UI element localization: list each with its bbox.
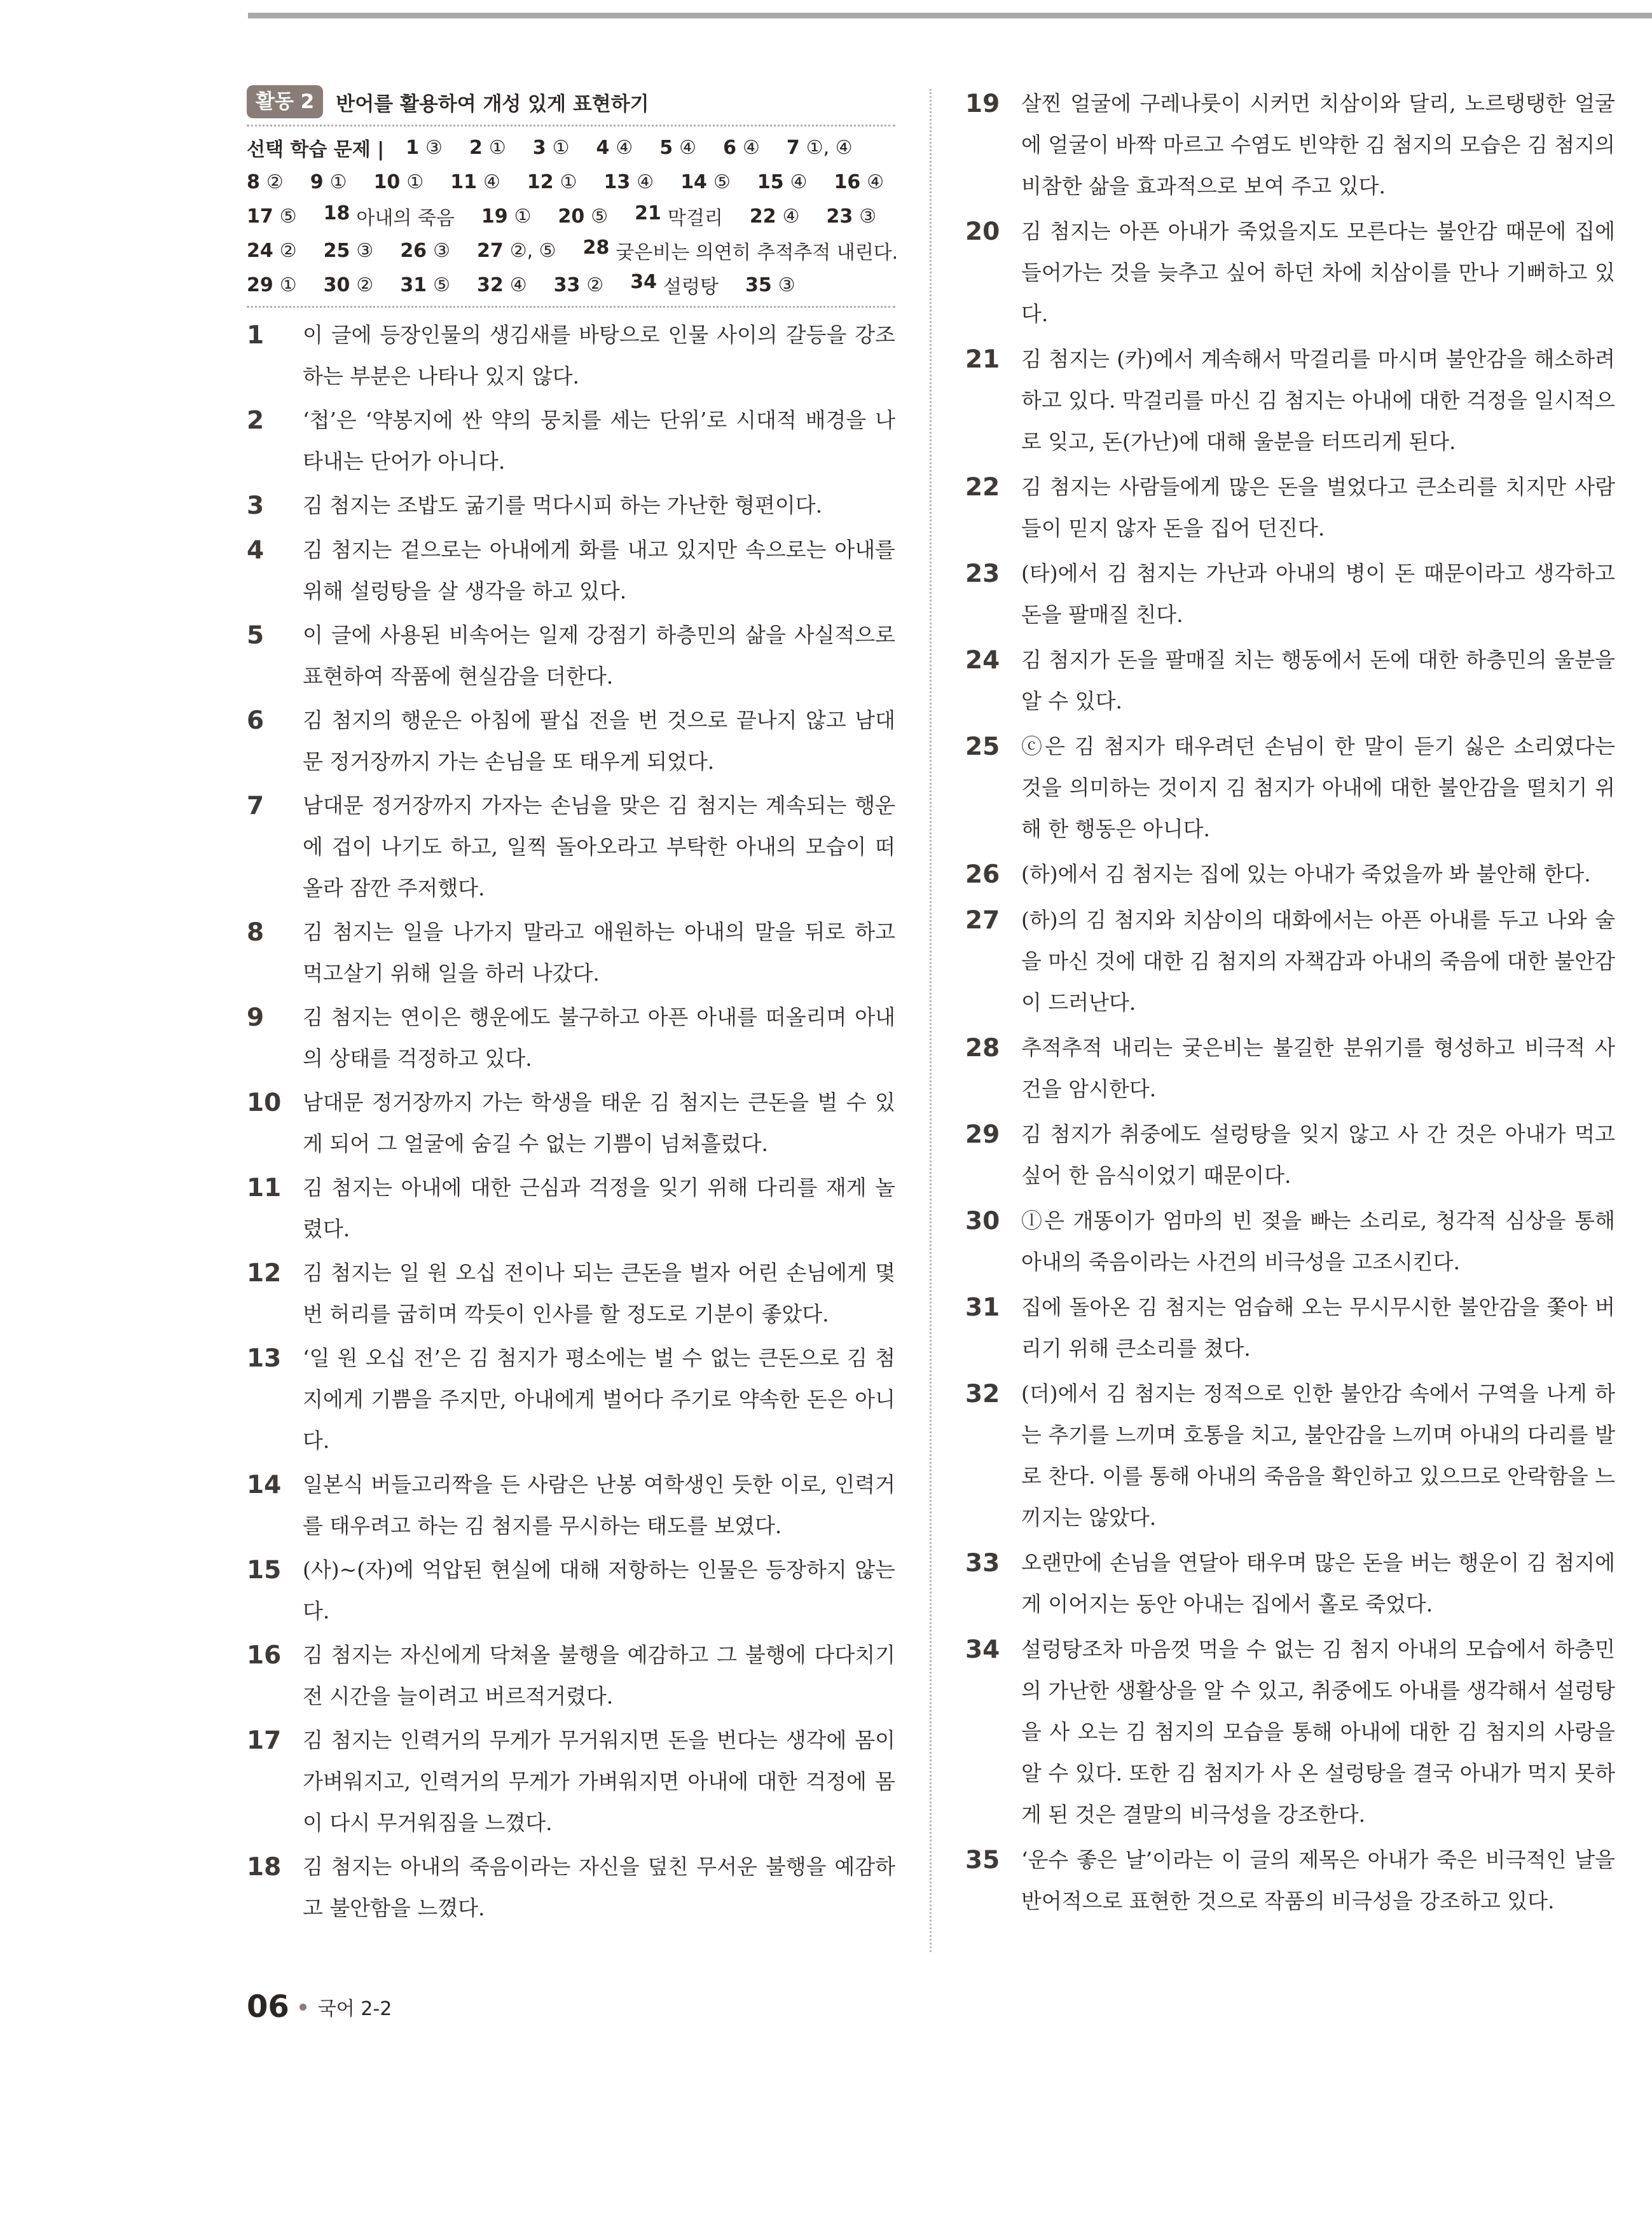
explanation-text: 집에 돌아온 김 첨지는 엄습해 오는 무시무시한 불안감을 쫓아 버리기 위해 큰소리를 쳤다. [1021, 1295, 1615, 1361]
explanation-list-right [965, 83, 1615, 1922]
answer-number: 25 [323, 239, 350, 262]
answer-number: 18 [323, 202, 350, 224]
answer-row [247, 199, 895, 233]
answer-value: ④ [867, 170, 885, 193]
explanation-text: 추적추적 내리는 궂은비는 불길한 분위기를 형성하고 비극적 사건을 암시한다. [1021, 1035, 1615, 1101]
explanation-number: 11 [247, 1174, 282, 1202]
explanation-text: 김 첨지는 아내의 죽음이라는 자신을 덮친 무서운 불행을 예감하고 불안함을 느꼈다. [303, 1854, 895, 1920]
explanation-number: 33 [965, 1549, 1000, 1578]
explanation-text: (사)~(자)에 억압된 현실에 대해 저항하는 인물은 등장하지 않는다. [303, 1557, 895, 1623]
answer-number: 12 [527, 170, 554, 193]
explanation-number: 28 [965, 1034, 1000, 1063]
explanation-item [247, 1464, 895, 1546]
answer-number: 19 [481, 205, 508, 228]
bullet-icon [299, 2004, 306, 2011]
answer-value: ③ [356, 239, 374, 262]
answer-value: ④ [483, 170, 500, 193]
answer-value: ⑤ [591, 205, 609, 228]
answer-value: ③ [425, 136, 443, 159]
answer-item [374, 171, 424, 193]
answer-number: 22 [749, 205, 776, 228]
top-rule [248, 13, 1652, 18]
answer-item [827, 205, 877, 228]
answer-item [450, 171, 500, 193]
answer-item [554, 274, 604, 296]
answer-item [477, 240, 556, 262]
explanation-number: 17 [247, 1726, 282, 1755]
answer-number: 10 [373, 170, 401, 193]
answer-value: 막걸리 [667, 207, 723, 230]
explanation-item [965, 899, 1615, 1023]
answer-value: ① [279, 273, 297, 296]
answer-number: 5 [659, 136, 673, 159]
answer-item [247, 205, 297, 228]
answer-row [247, 130, 895, 165]
answer-value: ④ [782, 205, 800, 228]
answer-item [583, 237, 898, 265]
explanation-item [247, 1549, 895, 1632]
answer-value: ② [279, 239, 297, 262]
explanation-number: 12 [247, 1259, 282, 1288]
explanation-number: 9 [247, 1003, 265, 1032]
answer-number: 34 [630, 271, 657, 293]
answer-number: 29 [247, 273, 273, 296]
explanation-item [247, 911, 895, 994]
answer-number: 23 [826, 205, 853, 228]
explanation-number: 26 [965, 860, 1000, 889]
explanation-item [247, 614, 895, 697]
answer-value: ③ [433, 239, 450, 262]
answer-value: ④ [509, 273, 527, 296]
answer-item [596, 137, 633, 159]
explanation-number: 32 [965, 1380, 1000, 1408]
answer-item [406, 137, 443, 159]
answer-value: ① [552, 136, 570, 159]
dotted-rule [247, 306, 895, 308]
explanation-item [965, 1027, 1615, 1110]
answer-number: 17 [247, 205, 273, 228]
explanation-text: 이 글에 사용된 비속어는 일제 강점기 하층민의 삶을 사실적으로 표현하여 작품에 현실감을 더한다. [303, 623, 895, 689]
answer-number: 26 [400, 239, 427, 262]
explanation-item [965, 1839, 1615, 1922]
explanation-number: 3 [247, 492, 265, 520]
answer-value: ① [488, 136, 506, 159]
answer-number: 15 [757, 170, 784, 193]
explanation-number: 25 [965, 733, 1000, 761]
explanation-item [965, 338, 1615, 462]
answer-value: ⑤ [713, 170, 731, 193]
answer-number: 20 [558, 205, 585, 228]
explanation-item [247, 699, 895, 782]
answer-item [680, 171, 731, 193]
explanation-text: 남대문 정거장까지 가는 학생을 태운 김 첨지는 큰돈을 벌 수 있게 되어 그 얼굴에 숨길 수 없는 기쁨이 넘쳐흘렀다. [303, 1090, 895, 1156]
answer-item [481, 205, 532, 228]
answer-value: ⑤ [433, 273, 450, 296]
answer-value: ④ [637, 170, 654, 193]
explanation-item [965, 1542, 1615, 1625]
explanation-text: 김 첨지는 일을 나가지 말라고 애원하는 아내의 말을 뒤로 하고 먹고살기 위해 일을 하러 나갔다. [303, 919, 895, 986]
answer-number: 21 [635, 202, 661, 224]
answer-value: ④ [679, 136, 697, 159]
answer-item [247, 240, 297, 262]
explanation-text: 남대문 정거장까지 가자는 손님을 맞은 김 첨지는 계속되는 행운에 겁이 나기도 하고, 일찍 돌아오라고 부탁한 아내의 모습이 떠올라 잠깐 주저했다. [303, 793, 895, 900]
explanation-number: 20 [965, 217, 1000, 246]
explanation-number: 23 [965, 560, 1000, 588]
answer-number: 8 [247, 170, 260, 193]
explanation-item [247, 399, 895, 482]
answer-item [635, 202, 723, 230]
left-column [247, 83, 898, 1931]
explanation-number: 6 [247, 706, 265, 735]
answer-item [630, 271, 719, 299]
answer-value: ② [266, 170, 284, 193]
answer-number: 11 [450, 170, 477, 193]
explanation-item [247, 1167, 895, 1249]
explanation-number: 30 [965, 1207, 1000, 1235]
answer-item [469, 137, 506, 159]
explanation-number: 34 [965, 1635, 1000, 1664]
explanation-number: 29 [965, 1120, 1000, 1149]
dotted-rule [247, 125, 895, 127]
explanation-number: 27 [965, 906, 1000, 935]
explanation-item [965, 1200, 1615, 1283]
answer-item [745, 274, 795, 296]
right-column [965, 83, 1615, 1925]
answer-number: 6 [723, 136, 736, 159]
answer-value: 설렁탕 [663, 276, 719, 298]
explanation-text: 일본식 버들고리짝을 든 사람은 난봉 여학생인 듯한 이로, 인력거를 태우려고 하는 김 첨지를 무시하는 태도를 보였다. [303, 1472, 895, 1538]
page-number: 06 [247, 1989, 289, 2025]
explanation-item [247, 1846, 895, 1929]
explanation-item [965, 1286, 1615, 1369]
answer-number: 28 [582, 237, 610, 259]
explanation-text: 김 첨지는 아픈 아내가 죽었을지도 모른다는 불안감 때문에 집에 들어가는 것을 늦추고 싶어 하던 차에 치삼이를 만나 기뻐하고 있다. [1021, 219, 1615, 326]
answer-number: 9 [310, 170, 324, 193]
answer-item [558, 205, 609, 228]
explanation-text: 김 첨지의 행운은 아침에 팔십 전을 번 것으로 끝나지 않고 남대문 정거장까지 가는 손님을 또 태우게 되었다. [303, 708, 895, 774]
answer-value: 궂은비는 의연히 추적추적 내린다. [616, 242, 898, 264]
answer-number: 24 [247, 239, 273, 262]
answer-value: ③ [859, 205, 877, 228]
answer-item [324, 202, 455, 230]
explanation-item [247, 1634, 895, 1717]
explanation-item [247, 785, 895, 909]
answer-item [750, 205, 800, 228]
explanation-number: 16 [247, 1641, 282, 1670]
answer-item [659, 137, 696, 159]
explanation-number: 1 [247, 321, 265, 350]
explanation-number: 5 [247, 621, 265, 650]
explanation-text: 이 글에 등장인물의 생김새를 바탕으로 인물 사이의 갈등을 강조하는 부분은 나타나 있지 않다. [303, 322, 895, 389]
explanation-item [965, 210, 1615, 334]
answer-item [604, 171, 654, 193]
explanation-item [965, 83, 1615, 207]
explanation-text: 김 첨지가 취중에도 설렁탕을 잊지 않고 사 간 것은 아내가 먹고 싶어 한 음식이었기 때문이다. [1021, 1122, 1615, 1188]
explanation-text: 김 첨지는 일 원 오십 전이나 되는 큰돈을 벌자 어린 손님에게 몇 번 허리를 굽히며 깍듯이 인사를 할 정도로 기분이 좋았다. [303, 1260, 895, 1326]
explanation-number: 35 [965, 1846, 1000, 1875]
explanation-text: 오랜만에 손님을 연달아 태우며 많은 돈을 버는 행운이 김 첨지에게 이어지는 동안 아내는 집에서 홀로 죽었다. [1021, 1550, 1615, 1616]
explanation-number: 31 [965, 1293, 1000, 1322]
page-footer [247, 1989, 392, 2025]
answer-key-label: 선택 학습 문제 | [247, 139, 385, 161]
explanation-number: 19 [965, 90, 1000, 118]
answer-number: 32 [476, 273, 504, 296]
answer-number: 30 [323, 273, 350, 296]
activity-badge: 활동 2 [247, 85, 323, 118]
explanation-item [247, 1337, 895, 1461]
answer-item [247, 274, 297, 296]
answer-value: ④ [616, 136, 633, 159]
explanation-text: 설렁탕조차 마음껏 먹을 수 없는 김 첨지 아내의 모습에서 하층민의 가난한 생활상을 알 수 있고, 취중에도 아내를 생각해서 설렁탕을 사 오는 김 첨지의 모습을 통해 아내에 대한 김 첨지의 사랑을 알 수 있다. 또한 김 첨지가 사 온 설렁탕을 결국 아내가 먹지 못하게 된 것은 결말의 비극성을 강조한다. [1021, 1637, 1615, 1827]
explanation-item [965, 1113, 1615, 1196]
answer-number: 16 [834, 170, 861, 193]
answer-number: 35 [745, 273, 772, 296]
explanation-number: 8 [247, 918, 265, 947]
explanation-item [965, 466, 1615, 549]
explanation-text: ‘일 원 오십 전’은 김 첨지가 평소에는 벌 수 없는 큰돈으로 김 첨지에게 기쁨을 주지만, 아내에게 벌어다 주기로 약속한 돈은 아니다. [303, 1346, 895, 1453]
explanation-number: 24 [965, 646, 1000, 675]
explanation-text: 김 첨지는 겉으로는 아내에게 화를 내고 있지만 속으로는 아내를 위해 설렁탕을 살 생각을 하고 있다. [303, 537, 895, 603]
answer-item [247, 171, 284, 193]
explanation-item [247, 1252, 895, 1335]
answer-item [477, 274, 527, 296]
answer-item [527, 171, 577, 193]
explanation-item [247, 485, 895, 527]
explanation-item [965, 853, 1615, 895]
answer-number: 31 [400, 273, 427, 296]
answer-item [400, 240, 450, 262]
explanation-number: 13 [247, 1344, 282, 1373]
explanation-text: (더)에서 김 첨지는 정적으로 인한 불안감 속에서 구역을 나게 하는 추기를 느끼며 호통을 치고, 불안감을 느끼며 아내의 다리를 발로 찬다. 이를 통해 아내의 죽음을 확인하고 있으므로 안락함을 느끼지는 않았다. [1021, 1381, 1615, 1530]
explanation-number: 10 [247, 1089, 282, 1117]
answer-number: 2 [469, 136, 483, 159]
answer-item [787, 137, 853, 159]
explanation-text: ‘운수 좋은 날’이라는 이 글의 제목은 아내가 죽은 비극적인 날을 반어적으로 표현한 것으로 작품의 비극성을 강조하고 있다. [1021, 1847, 1615, 1913]
column-divider [930, 89, 932, 1952]
explanation-item [247, 314, 895, 397]
answer-number: 1 [406, 136, 420, 159]
answer-item [533, 137, 570, 159]
answer-value: ①, ④ [806, 136, 853, 159]
answer-number: 3 [532, 136, 546, 159]
explanation-number: 21 [965, 345, 1000, 374]
explanation-item [965, 726, 1615, 850]
answer-row [247, 233, 898, 268]
explanation-text: 김 첨지는 사람들에게 많은 돈을 벌었다고 큰소리를 치지만 사람들이 믿지 않자 돈을 집어 던진다. [1021, 474, 1615, 540]
answer-value: ④ [742, 136, 760, 159]
answer-item [757, 171, 808, 193]
answer-number: 7 [786, 136, 800, 159]
answer-key [247, 130, 898, 302]
explanation-number: 2 [247, 406, 265, 435]
explanation-text: 김 첨지는 인력거의 무게가 무거워지면 돈을 번다는 생각에 몸이 가벼워지고, 인력거의 무게가 가벼워지면 아내에 대한 걱정에 몸이 다시 무거워짐을 느꼈다. [303, 1728, 895, 1835]
answer-value: ① [560, 170, 577, 193]
activity-title: 반어를 활용하여 개성 있게 표현하기 [336, 92, 649, 116]
answer-value: ① [406, 170, 424, 193]
explanation-text: (하)에서 김 첨지는 집에 있는 아내가 죽었을까 봐 불안해 한다. [1021, 862, 1591, 886]
explanation-text: 김 첨지가 돈을 팔매질 치는 행동에서 돈에 대한 하층민의 울분을 알 수 있다. [1021, 647, 1615, 713]
explanation-list-left [247, 314, 895, 1929]
explanation-text: 김 첨지는 조밥도 굶기를 먹다시피 하는 가난한 형편이다. [303, 493, 823, 518]
explanation-number: 14 [247, 1471, 282, 1499]
answer-item [324, 274, 374, 296]
explanation-item [247, 1082, 895, 1164]
explanation-text: 김 첨지는 아내에 대한 근심과 걱정을 잊기 위해 다리를 재게 놀렸다. [303, 1175, 895, 1241]
explanation-number: 22 [965, 473, 1000, 502]
explanation-number: 18 [247, 1853, 282, 1882]
answer-item [834, 171, 885, 193]
answer-row [247, 268, 895, 302]
answer-value: ③ [778, 273, 795, 296]
explanation-number: 15 [247, 1556, 282, 1585]
explanation-text: 살찐 얼굴에 구레나룻이 시커먼 치삼이와 달리, 노르탱탱한 얼굴에 얼굴이 바짝 마르고 수염도 빈약한 김 첨지의 모습은 김 첨지의 비참한 삶을 효과적으로 보여 주고 있다. [1021, 91, 1615, 198]
explanation-item [965, 1628, 1615, 1835]
answer-item [324, 240, 374, 262]
explanation-text: 김 첨지는 (카)에서 계속해서 막걸리를 마시며 불안감을 해소하려 하고 있다. 막걸리를 마신 김 첨지는 아내에 대한 걱정을 일시적으로 잊고, 돈(가난)에 대해 울분을 터뜨리게 된다. [1021, 347, 1615, 454]
explanation-number: 4 [247, 536, 265, 565]
answer-value: ④ [790, 170, 808, 193]
explanation-text: ⓛ은 개똥이가 엄마의 빈 젖을 빠는 소리로, 청각적 심상을 통해 아내의 죽음이라는 사건의 비극성을 고조시킨다. [1021, 1208, 1615, 1274]
answer-value: ② [586, 273, 604, 296]
book-title: 국어 2-2 [317, 1998, 392, 2020]
answer-item [723, 137, 760, 159]
answer-number: 4 [596, 136, 610, 159]
explanation-text: (하)의 김 첨지와 치삼이의 대화에서는 아픈 아내를 두고 나와 술을 마신 것에 대한 김 첨지의 자책감과 아내의 죽음에 대한 불안감이 드러난다. [1021, 907, 1615, 1015]
explanation-text: ⓒ은 김 첨지가 태우려던 손님이 한 말이 듣기 싫은 소리였다는 것을 의미하는 것이지 김 첨지가 아내에 대한 불안감을 떨치기 위해 한 행동은 아니다. [1021, 734, 1615, 841]
answer-number: 27 [476, 239, 504, 262]
explanation-item [965, 639, 1615, 722]
answer-item [400, 274, 450, 296]
explanation-item [247, 1719, 895, 1843]
answer-value: ②, ⑤ [509, 239, 556, 262]
explanation-number: 7 [247, 792, 265, 820]
answer-value: ② [356, 273, 374, 296]
explanation-text: ‘첩’은 ‘약봉지에 싼 약의 뭉치를 세는 단위’로 시대적 배경을 나타내는 단어가 아니다. [303, 408, 895, 474]
answer-row [247, 165, 895, 199]
explanation-item [965, 553, 1615, 635]
answer-number: 14 [680, 170, 707, 193]
explanation-item [965, 1373, 1615, 1538]
answer-number: 33 [553, 273, 581, 296]
explanation-text: (타)에서 김 첨지는 가난과 아내의 병이 돈 때문이라고 생각하고 돈을 팔매질 친다. [1021, 561, 1615, 627]
explanation-item [247, 529, 895, 612]
explanation-text: 김 첨지는 연이은 행운에도 불구하고 아픈 아내를 떠올리며 아내의 상태를 걱정하고 있다. [303, 1005, 895, 1071]
answer-value: ① [514, 205, 532, 228]
answer-item [310, 171, 347, 193]
explanation-text: 김 첨지는 자신에게 닥쳐올 불행을 예감하고 그 불행에 다다치기 전 시간을 늘이려고 버르적거렸다. [303, 1642, 895, 1709]
answer-number: 13 [603, 170, 631, 193]
explanation-item [247, 996, 895, 1079]
answer-value: ① [329, 170, 347, 193]
answer-value: 아내의 죽음 [356, 207, 455, 230]
answer-value: ⑤ [279, 205, 297, 228]
activity-header [247, 83, 895, 121]
